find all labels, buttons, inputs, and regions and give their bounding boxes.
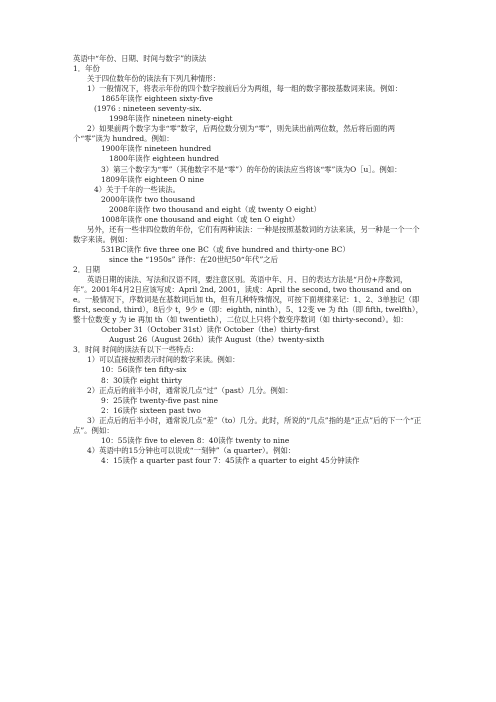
example-line: 10：55读作 five to eleven 8：40读作 twenty to nine bbox=[101, 435, 290, 445]
example-line: 2：16读作 sixteen past two bbox=[101, 405, 201, 415]
example-line: 1998年读作 nineteen ninety-eight bbox=[109, 114, 233, 124]
example-line: October 31（October 31st）读作 October（the）thirty-first bbox=[101, 325, 320, 335]
example-line: 1008年读作 one thousand and eight（或 ten O eight） bbox=[101, 214, 300, 224]
example-line: 2008年读作 two thousand and eight（或 twenty O eight） bbox=[109, 204, 321, 214]
example-line: August 26（August 26th）读作 August（the）twenty-sixth bbox=[109, 335, 325, 345]
example-line: since the “1950s” 译作：在20世纪50“年代”之后 bbox=[109, 254, 279, 264]
example-line: 1900年读作 nineteen hundred bbox=[101, 144, 212, 154]
example-line: (1976 : nineteen seventy-six. bbox=[94, 104, 202, 114]
example-line: 1800年读作 eighteen hundred bbox=[109, 154, 220, 164]
doc-title: 英语中“年份、日期、时间与数字”的读法 bbox=[73, 54, 207, 63]
paragraph: 4）英语中的15分钟也可以说成“一刻钟”（a quarter）。例如： bbox=[87, 445, 296, 455]
document-body bbox=[73, 54, 423, 466]
paragraph: 4）关于千年的一些读法。 bbox=[94, 184, 181, 194]
paragraph: 另外，还有一些非四位数的年份，它们有两种读法：一种是按照基数词的方法来读，另一种是一个一个数字来读。例如： bbox=[73, 224, 420, 244]
section-heading-date: 2．日期 bbox=[73, 264, 100, 274]
paragraph: 3）正点后的后半小时，通常说几点“差”（to）几分。此时，所说的“几点”指的是“正点”后的下一个“正点”。例如： bbox=[73, 415, 422, 435]
paragraph: 2）如果前两个数字为非“零”数字，后两位数分别为“零”，则先读出前两位数，然后将后面的两个“零”读为 hundred。例如： bbox=[73, 124, 396, 144]
paragraph: 2）正点后的前半小时，通常说几点“过”（past）几分。例如： bbox=[87, 385, 293, 395]
paragraph: 1）可以直接按照表示时间的数字来读。例如： bbox=[87, 355, 240, 365]
section-heading-year: 1．年份 bbox=[73, 64, 100, 74]
paragraph: 1）一般情况下，将表示年份的四个数字按前后分为两组，每一组的数字都按基数词来读。例如： bbox=[87, 84, 403, 94]
example-line: 9：25读作 twenty-five past nine bbox=[101, 395, 219, 405]
example-line: 531BC读作 five three one BC（或 five hundred and thirty-one BC） bbox=[101, 244, 350, 254]
example-line: 8：30读作 eight thirty bbox=[101, 375, 182, 385]
example-line: 1865年读作 eighteen sixty-five bbox=[101, 94, 213, 104]
example-line: 4：15读作 a quarter past four 7：45读作 a quarter to eight 45分钟读作 bbox=[101, 455, 360, 465]
example-line: 10：56读作 ten fifty-six bbox=[101, 365, 187, 375]
paragraph: 关于四位数年份的读法有下列几种情形： bbox=[87, 74, 221, 84]
example-line: 2000年读作 two thousand bbox=[101, 194, 196, 204]
example-line: 1809年读作 eighteen O nine bbox=[101, 174, 205, 184]
paragraph: 3）第三个数字为“零”（其他数字不是“零”）的年份的读法应当将该“零”读为O［u］。例如： bbox=[101, 164, 402, 174]
section-heading-time: 3．时间 时间的读法有以下一些特点： bbox=[73, 345, 199, 355]
paragraph: 英语日期的读法、写法和汉语不同，要注意区别。英语中年、月、日的表达方法是“月份+序数词，年”。2001年4月2日应该写成：April 2nd, 2001，读成：April the second, two thousand and one。一般情况下，序数词是在基数词后加 th，但有几种特殊情况，可按下面规律来记：1、2、3单独记（即 first, second, third），8后少 t，9少 e（即：eighth, ninth），5、12变 ve 为 fth（即 fifth, twelfth），整十位数变 y 为 ie 再加 th（如 twentieth），二位以上只将个数变序数词（如 thirty-second）。如： bbox=[73, 275, 423, 325]
